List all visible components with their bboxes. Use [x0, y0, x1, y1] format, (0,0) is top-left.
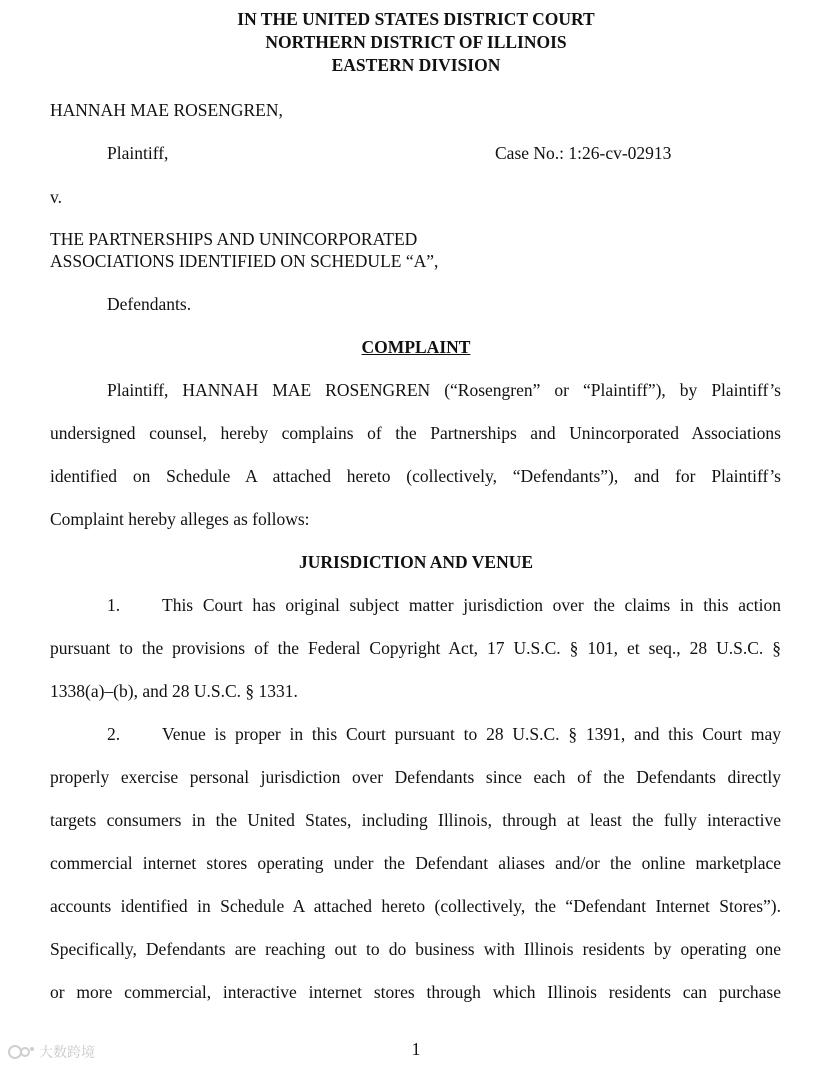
case-number: Case No.: 1:26-cv-02913	[495, 143, 672, 163]
paragraph-2-line-2: properly exercise personal jurisdiction over Defendants since each of the Defendants directly	[50, 767, 781, 787]
defendant-name-line2: ASSOCIATIONS IDENTIFIED ON SCHEDULE “A”,	[50, 251, 439, 271]
paragraph-2-line-5: accounts identified in Schedule A attached hereto (collectively, the “Defendant Internet Stores”).	[50, 896, 781, 916]
watermark-text: 大数跨境	[39, 1045, 95, 1061]
plaintiff-role: Plaintiff,	[107, 143, 169, 163]
paragraph-2-number: 2.	[107, 724, 121, 744]
intro-line-1: Plaintiff, HANNAH MAE ROSENGREN (“Rosengren” or “Plaintiff”), by Plaintiff’s	[107, 380, 781, 400]
paragraph-1-number: 1.	[107, 595, 121, 615]
paragraph-1-line-2: pursuant to the provisions of the Federal Copyright Act, 17 U.S.C. § 101, et seq., 28 U.S.C. §	[50, 638, 781, 658]
paragraph-1-line-3: 1338(a)–(b), and 28 U.S.C. § 1331.	[50, 681, 298, 701]
section-heading: JURISDICTION AND VENUE	[298, 552, 534, 572]
defendant-name-line1: THE PARTNERSHIPS AND UNINCORPORATED	[50, 229, 418, 249]
page-number: 1	[411, 1039, 421, 1059]
paragraph-2-line-7: or more commercial, interactive internet stores through which Illinois residents can purchase	[50, 982, 781, 1002]
court-name-line: IN THE UNITED STATES DISTRICT COURT	[237, 9, 595, 29]
paragraph-2-line-4: commercial internet stores operating under the Defendant aliases and/or the online marketplace	[50, 853, 781, 873]
complaint-title: COMPLAINT	[361, 337, 471, 357]
watermark-logo-icon	[8, 1044, 36, 1060]
intro-line-4: Complaint hereby alleges as follows:	[50, 509, 310, 529]
court-district-line: NORTHERN DISTRICT OF ILLINOIS	[265, 32, 567, 52]
paragraph-2-line-1: Venue is proper in this Court pursuant to 28 U.S.C. § 1391, and this Court may	[162, 724, 781, 744]
court-division-line: EASTERN DIVISION	[331, 55, 501, 75]
paragraph-2-line-6: Specifically, Defendants are reaching out to do business with Illinois residents by operating one	[50, 939, 781, 959]
paragraph-2-line-3: targets consumers in the United States, including Illinois, through at least the fully interactive	[50, 810, 781, 830]
watermark	[8, 1042, 95, 1062]
plaintiff-name: HANNAH MAE ROSENGREN,	[50, 100, 283, 120]
versus: v.	[50, 187, 62, 207]
intro-line-2: undersigned counsel, hereby complains of the Partnerships and Unincorporated Associations	[50, 423, 781, 443]
defendant-role: Defendants.	[107, 294, 192, 314]
paragraph-1-line-1: This Court has original subject matter jurisdiction over the claims in this action	[162, 595, 781, 615]
intro-line-3: identified on Schedule A attached hereto (collectively, “Defendants”), and for Plaintiff’s	[50, 466, 781, 486]
